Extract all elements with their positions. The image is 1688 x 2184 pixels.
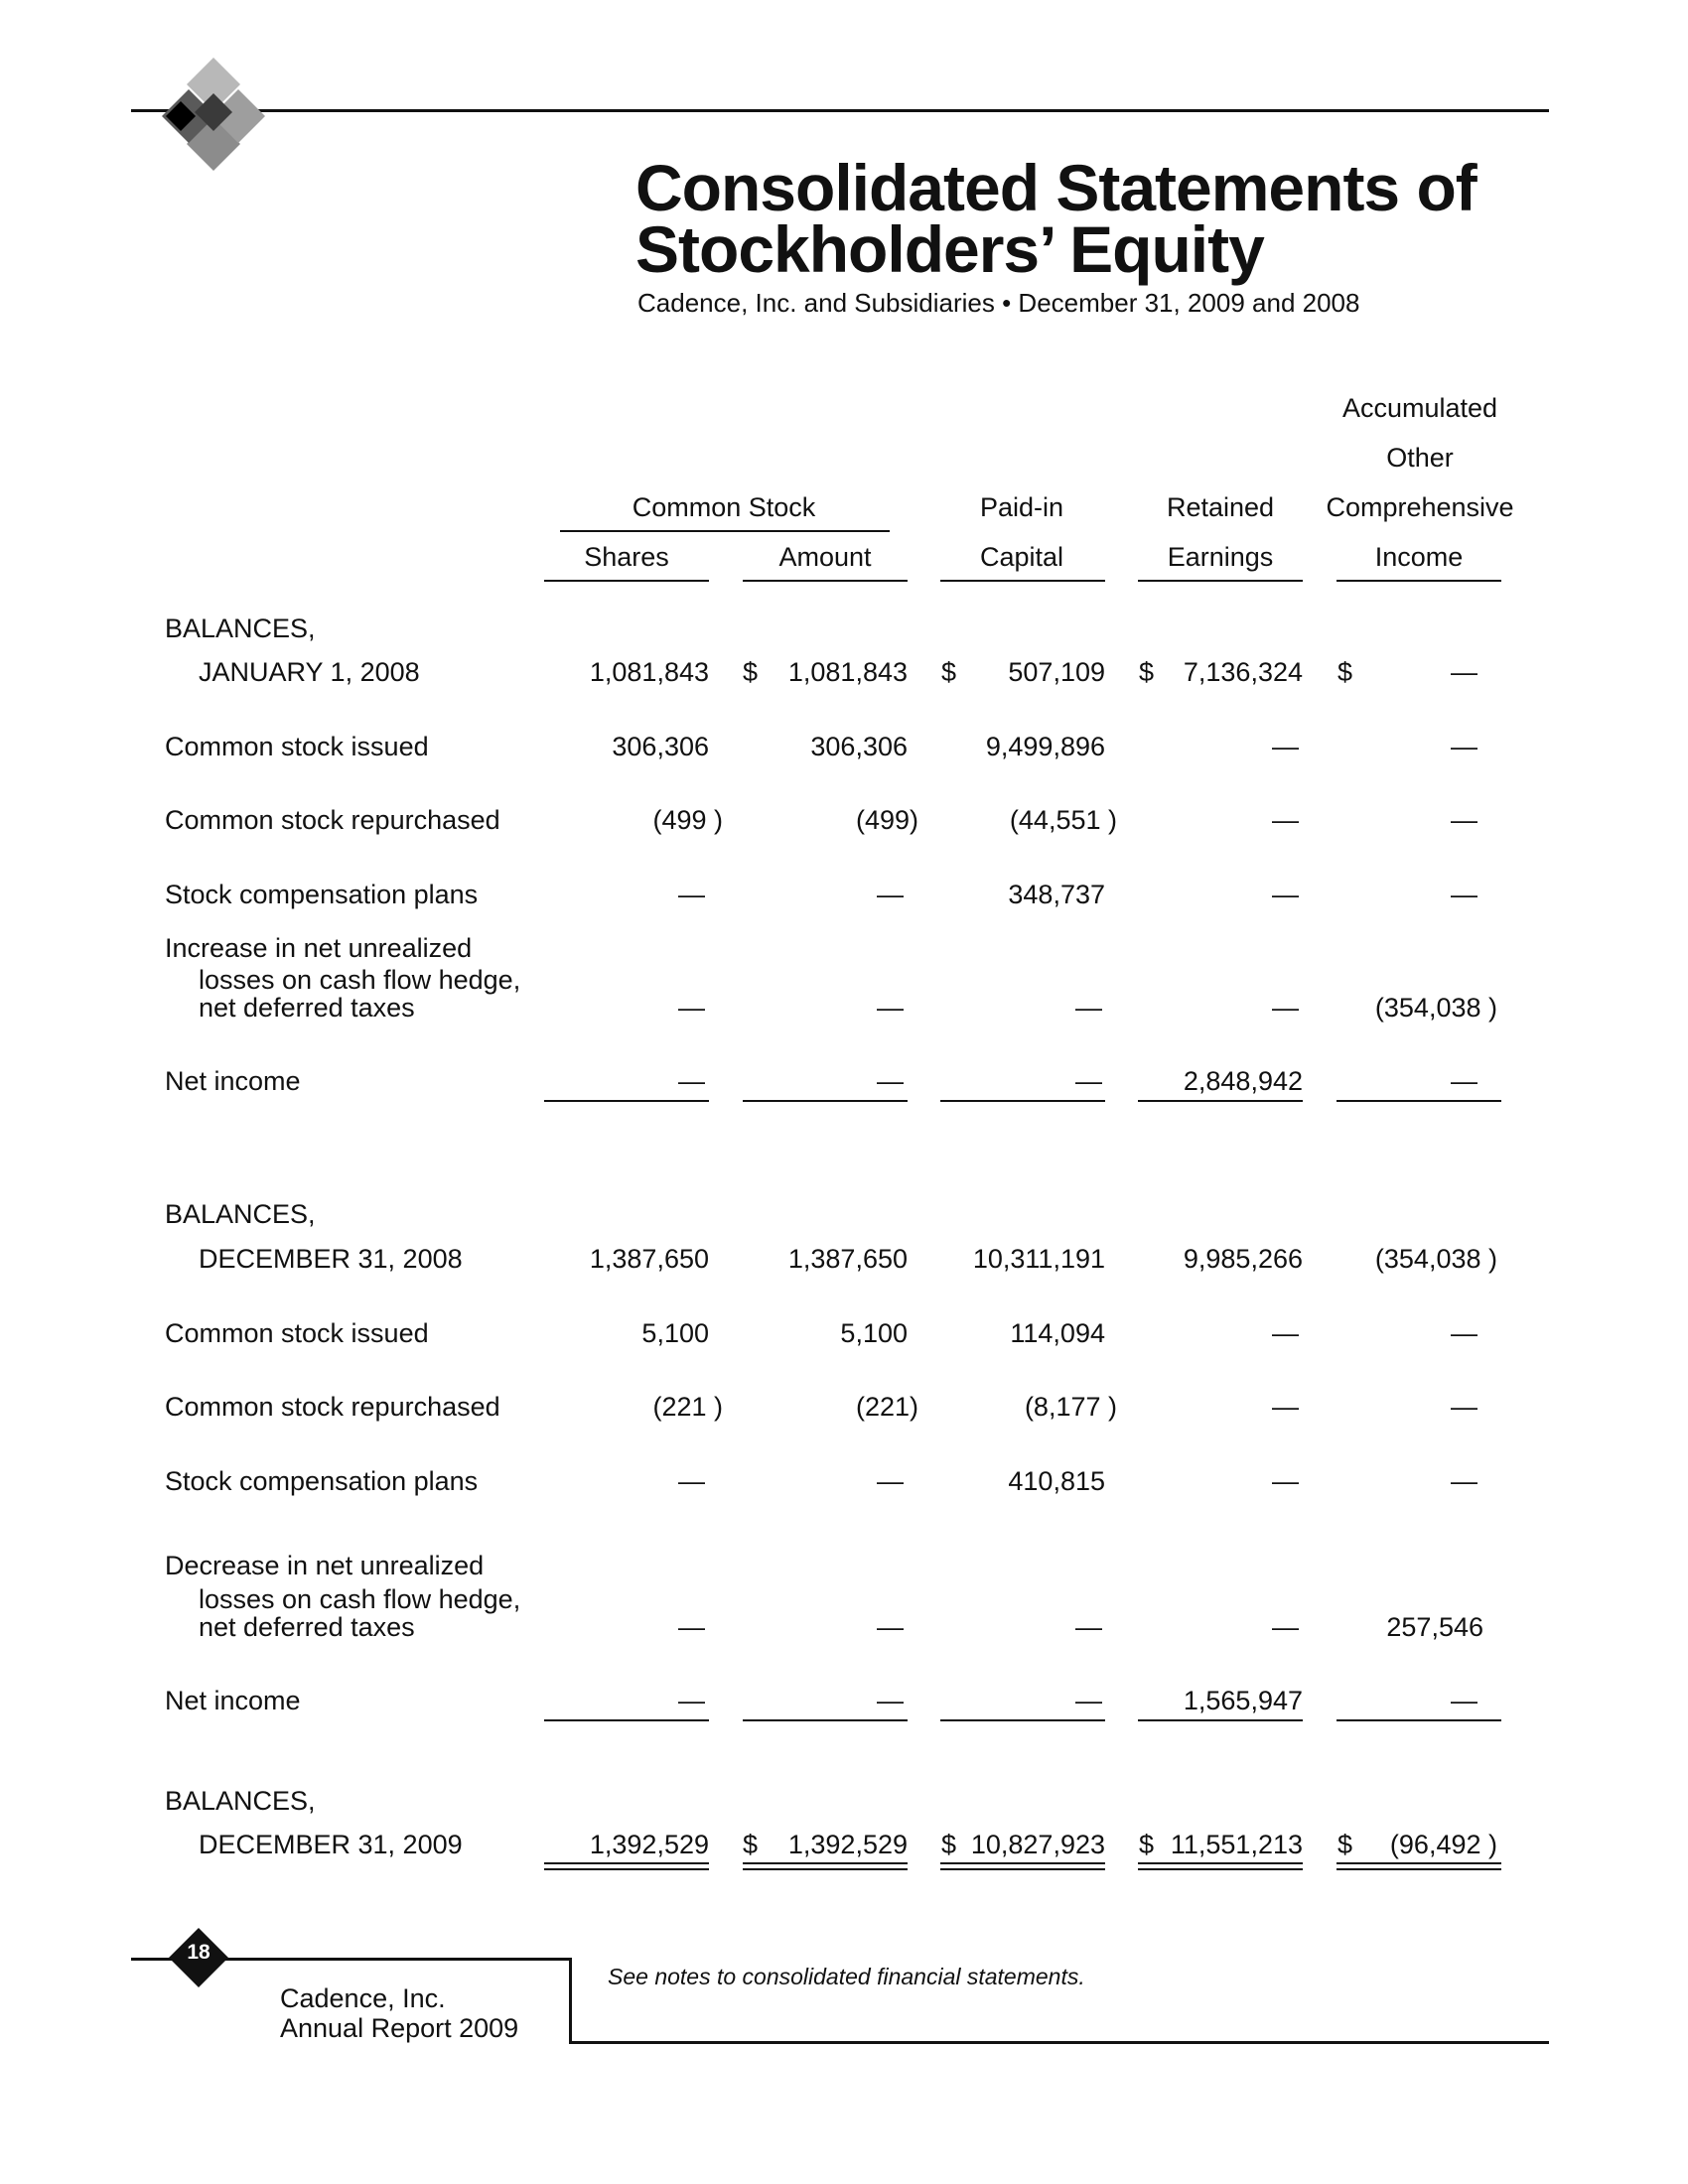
row-label-december-31-2008: DECEMBER 31, 2008 <box>199 1244 463 1274</box>
footer-rule-right <box>569 2041 1549 2044</box>
cell-aoci: 257,546 <box>1386 1612 1483 1642</box>
cell-paid-in: (44,551 ) <box>1009 805 1117 835</box>
cell-aoci-dash: — <box>1451 1066 1477 1096</box>
footer-company-block <box>280 1983 518 2043</box>
footer-report: Annual Report 2009 <box>280 2013 519 2043</box>
row-label-hedge-line-3: net deferred taxes <box>199 993 415 1023</box>
col-header-retained-1: Retained <box>1166 492 1275 522</box>
cell-paid-in-dash: — <box>1075 993 1102 1023</box>
dollar-sign: $ <box>1139 657 1155 687</box>
subtotal-rule-shares <box>544 1719 709 1721</box>
subtotal-rule-amount <box>743 1719 908 1721</box>
cell-aoci: (354,038 ) <box>1374 1244 1497 1274</box>
cell-retained-dash: — <box>1272 1318 1299 1348</box>
cell-aoci-dash: — <box>1451 1686 1477 1715</box>
subtotal-rule-aoci <box>1336 1719 1501 1721</box>
row-label-hedge-line-2: losses on cash flow hedge, <box>199 965 521 995</box>
cell-shares: 5,100 <box>641 1318 709 1348</box>
header-rule-retained <box>1138 580 1303 582</box>
cell-amount-dash: — <box>877 1686 904 1715</box>
row-label-balances-2008-end: BALANCES, <box>165 1199 316 1229</box>
cell-amount-dash: — <box>877 993 904 1023</box>
cell-amount-dash: — <box>877 1612 904 1642</box>
cell-shares-dash: — <box>678 1466 705 1496</box>
row-label-stock-issued: Common stock issued <box>165 732 429 761</box>
col-header-paid-in-1: Paid-in <box>979 492 1064 522</box>
cell-aoci-dash: — <box>1451 1318 1477 1348</box>
cell-shares: 1,392,529 <box>589 1830 709 1859</box>
row-label-stock-compensation: Stock compensation plans <box>165 1466 479 1496</box>
row-label-december-31-2009: DECEMBER 31, 2009 <box>199 1830 463 1859</box>
subtotal-rule-retained <box>1138 1100 1303 1102</box>
cell-paid-in: (8,177 ) <box>1024 1392 1117 1422</box>
cell-amount-dash: — <box>877 880 904 909</box>
cell-paid-in: 507,109 <box>1008 657 1105 687</box>
header-rule-aoci <box>1336 580 1501 582</box>
total-rule-aoci-2 <box>1336 1868 1501 1870</box>
col-header-paid-in-2: Capital <box>979 542 1064 572</box>
row-label-stock-repurchased: Common stock repurchased <box>165 805 500 835</box>
cell-amount: 1,387,650 <box>787 1244 908 1274</box>
cell-retained-dash: — <box>1272 1612 1299 1642</box>
diamond-logo-icon <box>159 58 268 177</box>
col-header-shares: Shares <box>584 542 669 572</box>
subtotal-rule-amount <box>743 1100 908 1102</box>
cell-retained-dash: — <box>1272 732 1299 761</box>
title-line-2: Stockholders’ Equity <box>635 212 1264 286</box>
row-label-stock-issued: Common stock issued <box>165 1318 429 1348</box>
cell-retained: 9,985,266 <box>1183 1244 1303 1274</box>
dollar-sign: $ <box>743 657 759 687</box>
cell-amount: (221) <box>855 1392 918 1422</box>
cell-shares: (499 ) <box>652 805 723 835</box>
row-label-stock-compensation: Stock compensation plans <box>165 880 479 909</box>
cell-retained: 11,551,213 <box>1170 1830 1303 1859</box>
footer-company: Cadence, Inc. <box>280 1983 446 2013</box>
cell-retained: 1,565,947 <box>1183 1686 1303 1715</box>
row-label-balances-2009: BALANCES, <box>165 1786 316 1816</box>
cell-aoci-dash: — <box>1451 657 1477 687</box>
title-line-1: Consolidated Statements of <box>635 151 1477 224</box>
cell-shares-dash: — <box>678 880 705 909</box>
total-rule-amount-1 <box>743 1862 908 1864</box>
dollar-sign: $ <box>941 1830 957 1859</box>
cell-retained-dash: — <box>1272 993 1299 1023</box>
page-number: 18 <box>187 1941 211 1964</box>
cell-paid-in: 348,737 <box>1008 880 1105 909</box>
cell-amount: 306,306 <box>810 732 908 761</box>
cell-retained: 2,848,942 <box>1183 1066 1303 1096</box>
total-rule-paid-in-1 <box>940 1862 1105 1864</box>
row-label-hedge-decrease: Decrease in net unrealized <box>165 1551 485 1580</box>
total-rule-shares-1 <box>544 1862 709 1864</box>
page-title <box>635 151 1477 286</box>
cell-retained: 7,136,324 <box>1183 657 1303 687</box>
row-label-stock-repurchased: Common stock repurchased <box>165 1392 500 1422</box>
cell-aoci: (96,492 ) <box>1389 1830 1497 1859</box>
cell-retained-dash: — <box>1272 1392 1299 1422</box>
dollar-sign: $ <box>941 657 957 687</box>
row-label-hedge-increase: Increase in net unrealized <box>165 933 473 963</box>
top-rule <box>131 109 1549 112</box>
cell-shares: (221 ) <box>652 1392 723 1422</box>
row-label-net-income: Net income <box>165 1066 301 1096</box>
total-rule-paid-in-2 <box>940 1868 1105 1870</box>
total-rule-amount-2 <box>743 1868 908 1870</box>
col-header-aoci-3: Comprehensive <box>1326 492 1514 522</box>
cell-aoci-dash: — <box>1451 1466 1477 1496</box>
cell-shares-dash: — <box>678 1066 705 1096</box>
cell-paid-in: 10,311,191 <box>972 1244 1105 1274</box>
cell-shares-dash: — <box>678 993 705 1023</box>
cell-paid-in: 9,499,896 <box>985 732 1105 761</box>
cell-amount: 5,100 <box>840 1318 908 1348</box>
dollar-sign: $ <box>1337 657 1353 687</box>
cell-paid-in: 114,094 <box>1010 1318 1105 1348</box>
subtotal-rule-shares <box>544 1100 709 1102</box>
cell-retained-dash: — <box>1272 805 1299 835</box>
cell-shares: 306,306 <box>612 732 709 761</box>
row-label-hedge-line-2: losses on cash flow hedge, <box>199 1584 521 1614</box>
cell-shares: 1,081,843 <box>589 657 709 687</box>
row-label-january-1-2008: JANUARY 1, 2008 <box>199 657 420 687</box>
header-rule-shares <box>544 580 709 582</box>
cell-paid-in-dash: — <box>1075 1686 1102 1715</box>
col-header-retained-2: Earnings <box>1167 542 1274 572</box>
cell-paid-in: 10,827,923 <box>970 1830 1105 1859</box>
cell-retained-dash: — <box>1272 880 1299 909</box>
total-rule-retained-2 <box>1138 1868 1303 1870</box>
cell-aoci-dash: — <box>1451 1392 1477 1422</box>
cell-shares-dash: — <box>678 1686 705 1715</box>
cell-paid-in-dash: — <box>1075 1612 1102 1642</box>
total-rule-aoci-1 <box>1336 1862 1501 1864</box>
row-label-net-income: Net income <box>165 1686 301 1715</box>
cell-amount: (499) <box>855 805 918 835</box>
col-header-common-stock: Common Stock <box>632 492 816 522</box>
total-rule-shares-2 <box>544 1868 709 1870</box>
subtotal-rule-paid-in <box>940 1100 1105 1102</box>
dollar-sign: $ <box>1139 1830 1155 1859</box>
subtotal-rule-paid-in <box>940 1719 1105 1721</box>
cell-shares-dash: — <box>678 1612 705 1642</box>
cell-amount: 1,392,529 <box>787 1830 908 1859</box>
cell-amount: 1,081,843 <box>787 657 908 687</box>
cell-aoci-dash: — <box>1451 805 1477 835</box>
header-rule-amount <box>743 580 908 582</box>
row-label-hedge-line-3: net deferred taxes <box>199 1612 415 1642</box>
cell-amount-dash: — <box>877 1066 904 1096</box>
page-subtitle: Cadence, Inc. and Subsidiaries • December 31, 2009 and 2008 <box>637 288 1360 318</box>
cell-amount-dash: — <box>877 1466 904 1496</box>
footnote: See notes to consolidated financial statements. <box>608 1964 1085 1989</box>
cell-aoci-dash: — <box>1451 880 1477 909</box>
dollar-sign: $ <box>1337 1830 1353 1859</box>
cell-retained-dash: — <box>1272 1466 1299 1496</box>
dollar-sign: $ <box>743 1830 759 1859</box>
col-header-aoci-1: Accumulated <box>1341 393 1498 423</box>
cell-shares: 1,387,650 <box>589 1244 709 1274</box>
common-stock-rule <box>560 530 890 532</box>
footer-rule-vertical <box>569 1958 572 2044</box>
total-rule-retained-1 <box>1138 1862 1303 1864</box>
subtotal-rule-aoci <box>1336 1100 1501 1102</box>
row-label-balances-2008: BALANCES, <box>165 614 316 643</box>
header-rule-paid-in <box>940 580 1105 582</box>
cell-paid-in: 410,815 <box>1008 1466 1105 1496</box>
col-header-amount: Amount <box>778 542 872 572</box>
cell-aoci-dash: — <box>1451 732 1477 761</box>
cell-paid-in-dash: — <box>1075 1066 1102 1096</box>
col-header-aoci-4: Income <box>1374 542 1464 572</box>
col-header-aoci-2: Other <box>1386 443 1454 473</box>
subtotal-rule-retained <box>1138 1719 1303 1721</box>
cell-aoci: (354,038 ) <box>1374 993 1497 1023</box>
